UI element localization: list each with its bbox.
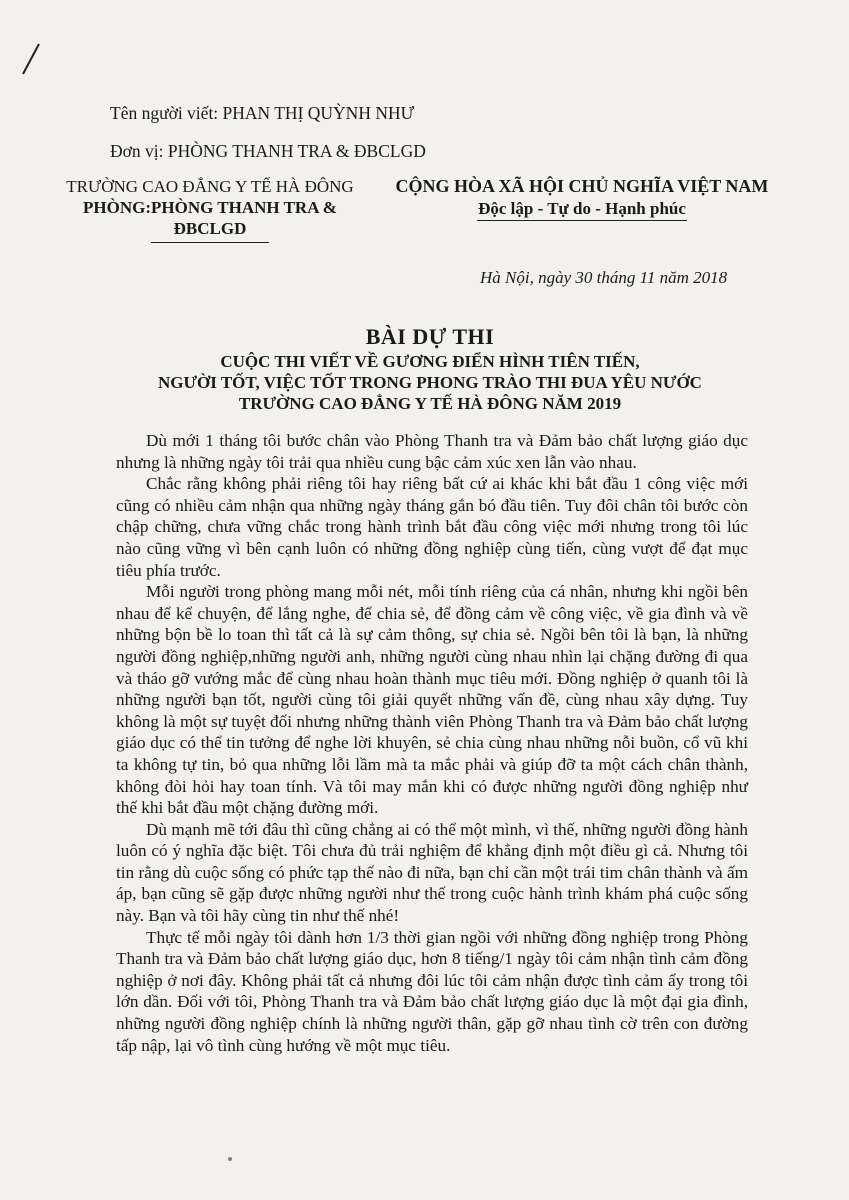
subtitle-line2: NGƯỜI TỐT, VIỆC TỐT TRONG PHONG TRÀO THI ĐUA YÊU NƯỚC	[158, 373, 702, 392]
subtitle-line3: TRƯỜNG CAO ĐẲNG Y TẾ HÀ ĐÔNG NĂM 2019	[238, 394, 622, 413]
unit-line: Đơn vị: PHÒNG THANH TRA & ĐBCLGD	[110, 141, 426, 161]
paragraph: Dù mạnh mẽ tới đâu thì cũng chẳng ai có thể một mình, vì thế, những người đồng hành luôn có ý nghĩa đặc biệt. Tôi chưa đủ trải nghiệm để khẳng định một điều gì cả. Nhưng tôi tin rằng dù cuộc sống có phức tạp thế nào đi nữa, bạn chỉ cần một trái tim chân thành và ấm áp, bạn cũng sẽ gặp được những người như thế trong cuộc hành trình khám phá cuộc sống này. Bạn và tôi hãy cùng tin như thế nhé!	[116, 819, 748, 926]
pen-mark	[22, 44, 40, 75]
national-title: CỘNG HÒA XÃ HỘI CHỦ NGHĨA VIỆT NAM	[395, 176, 769, 196]
department-name-line1: PHÒNG:PHÒNG THANH TRA &	[83, 198, 337, 217]
school-name: TRƯỜNG CAO ĐẲNG Y TẾ HÀ ĐÔNG	[66, 177, 354, 196]
essay-body	[116, 430, 748, 1056]
paragraph: Chắc rằng không phải riêng tôi hay riêng bất cứ ai khác khi bắt đầu 1 công việc mới cũng có nhiều cảm nhận qua những ngày tháng gắn bó đầu tiên. Tuy đôi chân tôi bước còn chập chững, chưa vững chắc trong hành trình bắt đầu công việc mới nhưng trong tôi lúc nào cũng vững vì bên cạnh luôn có những đồng nghiệp cùng tiến, cùng vượt để đạt mục tiêu phía trước.	[116, 474, 748, 580]
paragraph: Dù mới 1 tháng tôi bước chân vào Phòng Thanh tra và Đảm bảo chất lượng giáo dục nhưng là những ngày tôi trải qua nhiều cung bậc cảm xúc xen lẫn vào nhau.	[116, 431, 748, 472]
paragraph: Mỗi người trong phòng mang mỗi nét, mỗi tính riêng của cá nhân, nhưng khi ngồi bên nhau để kể chuyện, để lắng nghe, để chia sẻ, để đồng cảm về công việc, về gia đình và về những bộn bề lo toan thì tất cả là sự cảm thông, sự chia sẻ. Ngồi bên tôi là bạn, là những người đồng nghiệp,những người anh, những người cùng nhau nhìn lại chặng đường đi qua và tháo gỡ vướng mắc để cùng nhau hoàn thành mục tiêu mới. Đồng nghiệp ở quanh tôi là những người bạn tốt, người cùng tôi giải quyết những vấn đề, cùng nhau xây dựng. Tuy không là một sự tuyệt đối nhưng những thành viên Phòng Thanh tra và Đảm bảo chất lượng giáo dục có thể tin tưởng để nghe lời khuyên, sẻ chia cùng nhau những nỗi buồn, cổ vũ khi ta không tự tin, bỏ qua những lỗi lầm mà ta mắc phải và giúp đỡ ta một cách chân thành, không đòi hỏi hay toan tính. Và tôi may mắn khi có được những người đồng nghiệp như thế khi bắt đầu một chặng đường mới.	[116, 582, 748, 818]
author-line: Tên người viết: PHAN THỊ QUỲNH NHƯ	[110, 103, 415, 123]
national-motto: Độc lập - Tự do - Hạnh phúc	[478, 199, 686, 218]
main-title: BÀI DỰ THI	[365, 324, 495, 349]
header-left-underline	[151, 242, 269, 243]
paper-speck	[228, 1157, 232, 1161]
header-left	[60, 176, 360, 243]
document-date: Hà Nội, ngày 30 tháng 11 năm 2018	[480, 268, 728, 287]
paragraph: Thực tế mỗi ngày tôi dành hơn 1/3 thời gian ngồi với những đồng nghiệp trong Phòng Thanh tra và Đảm bảo chất lượng giáo dục, hơn 8 tiếng/1 ngày tôi cảm nhận tình cảm đồng nghiệp ở nơi đây. Không phải tất cả nhưng đôi lúc tôi cảm nhận được tình cảm ấy trong tôi lớn dần. Đối với tôi, Phòng Thanh tra và Đảm bảo chất lượng giáo dục là một đại gia đình, những người đồng nghiệp chính là những người thân, gặp gỡ nhau tình cờ trên con đường tấp nập, lại vô tình cùng hướng về một mục tiêu.	[116, 927, 748, 1055]
subtitle-line1: CUỘC THI VIẾT VỀ GƯƠNG ĐIỂN HÌNH TIÊN TIẾN,	[220, 352, 640, 371]
header-right	[362, 176, 802, 221]
department-name-line2: ĐBCLGD	[173, 219, 247, 238]
title-block	[120, 323, 740, 414]
